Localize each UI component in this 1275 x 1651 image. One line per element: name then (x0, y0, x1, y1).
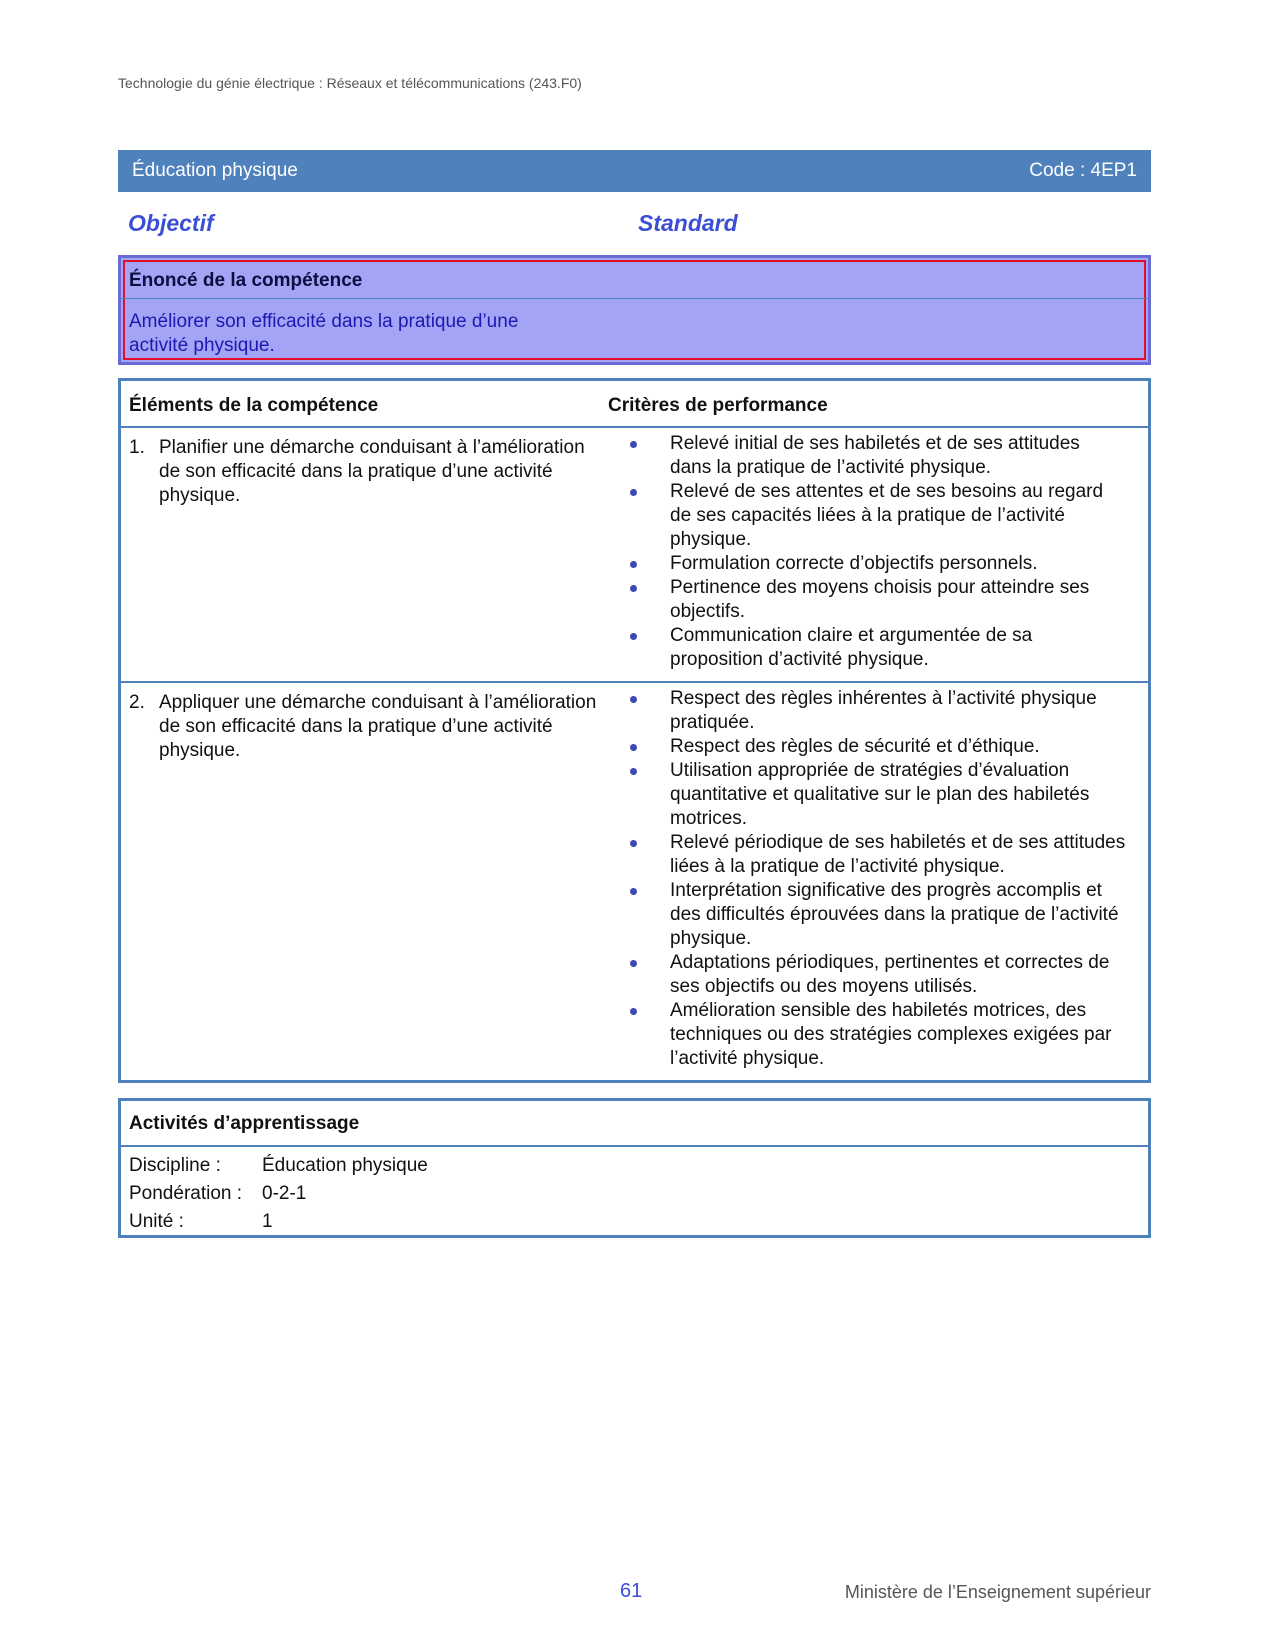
list-item (626, 687, 1126, 735)
list-item (626, 552, 1126, 576)
criterion-text: Relevé de ses attentes et de ses besoins au regard de ses capacités liées à la pratique de l’activité physique. (670, 481, 1104, 550)
table-row (121, 681, 1148, 1081)
elements-table (118, 378, 1151, 1083)
bullet-icon (630, 768, 637, 775)
bullet-icon (630, 1008, 637, 1015)
criteria-list (626, 687, 1126, 1071)
discipline-label: Discipline : (129, 1155, 221, 1176)
criterion-text: Amélioration sensible des habiletés motrices, des techniques ou des stratégies complexes exigées par l’activité physique. (670, 1000, 1112, 1069)
criterion-text: Adaptations périodiques, pertinentes et correctes de ses objectifs ou des moyens utilisés. (670, 952, 1110, 997)
course-code: Code : 4EP1 (1029, 160, 1137, 181)
element-text: Planifier une démarche conduisant à l’amélioration de son efficacité dans la pratique d’une activité physique. (159, 437, 585, 506)
enonce-box (118, 255, 1151, 365)
bullet-icon (630, 840, 637, 847)
criterion-text: Formulation correcte d’objectifs personnels. (670, 553, 1038, 574)
elements-table-header (121, 381, 1148, 428)
activites-title: Activités d’apprentissage (129, 1113, 360, 1134)
criterion-text: Respect des règles inhérentes à l’activité physique pratiquée. (670, 688, 1097, 733)
criterion-text: Utilisation appropriée de stratégies d’évaluation quantitative et qualitative sur le plan des habiletés motrices. (670, 760, 1090, 829)
list-item (626, 480, 1126, 552)
course-title-bar (118, 150, 1151, 192)
list-item (626, 951, 1126, 999)
bullet-icon (630, 633, 637, 640)
list-item (626, 759, 1126, 831)
standard-label: Standard (638, 210, 738, 236)
criterion-text: Respect des règles de sécurité et d’éthique. (670, 736, 1040, 757)
element-number: 1. (129, 437, 145, 458)
discipline-row (129, 1155, 428, 1177)
objectif-label: Objectif (128, 210, 214, 236)
bullet-icon (630, 561, 637, 568)
enonce-text: Améliorer son efficacité dans la pratique d’une activité physique. (129, 311, 519, 356)
bullet-icon (630, 489, 637, 496)
discipline-value: Éducation physique (262, 1155, 428, 1176)
criterion-text: Communication claire et argumentée de sa proposition d’activité physique. (670, 625, 1033, 670)
ponderation-label: Pondération : (129, 1183, 243, 1204)
criterion-text: Relevé initial de ses habiletés et de ses attitudes dans la pratique de l’activité physique. (670, 433, 1080, 478)
program-header: Technologie du génie électrique : Réseaux et télécommunications (243.F0) (118, 75, 582, 91)
list-item (626, 576, 1126, 624)
criterion-text: Interprétation significative des progrès accomplis et des difficultés éprouvées dans la pratique de l’activité physique. (670, 880, 1119, 949)
table-row (121, 426, 1148, 683)
bullet-icon (630, 441, 637, 448)
activites-divider (121, 1145, 1148, 1147)
bullet-icon (630, 960, 637, 967)
criteria-list (626, 432, 1126, 672)
unite-row (129, 1211, 273, 1233)
list-item (626, 879, 1126, 951)
ponderation-value: 0-2-1 (262, 1183, 307, 1204)
activites-box (118, 1098, 1151, 1238)
list-item (626, 999, 1126, 1071)
bullet-icon (630, 585, 637, 592)
element-text: Appliquer une démarche conduisant à l’amélioration de son efficacité dans la pratique d’une activité physique. (159, 692, 597, 761)
bullet-icon (630, 744, 637, 751)
criterion-text: Pertinence des moyens choisis pour atteindre ses objectifs. (670, 577, 1090, 622)
enonce-title: Énoncé de la compétence (129, 270, 363, 291)
list-item (626, 831, 1126, 879)
objective-standard-row (128, 206, 1148, 238)
course-name: Éducation physique (132, 160, 298, 181)
bullet-icon (630, 888, 637, 895)
list-item (626, 432, 1126, 480)
ministry-footer: Ministère de l’Enseignement supérieur (844, 1582, 1151, 1602)
page-number: 61 (620, 1580, 643, 1602)
list-item (626, 624, 1126, 672)
bullet-icon (630, 696, 637, 703)
unite-value: 1 (262, 1211, 273, 1232)
ponderation-row (129, 1183, 306, 1205)
element-number: 2. (129, 692, 145, 713)
col-elements-heading: Éléments de la compétence (129, 395, 379, 416)
criterion-text: Relevé périodique de ses habiletés et de ses attitudes liées à la pratique de l’activité physique. (670, 832, 1126, 877)
list-item (626, 735, 1126, 759)
col-criteres-heading: Critères de performance (608, 395, 828, 416)
enonce-divider (121, 298, 1148, 299)
unite-label: Unité : (129, 1211, 184, 1232)
